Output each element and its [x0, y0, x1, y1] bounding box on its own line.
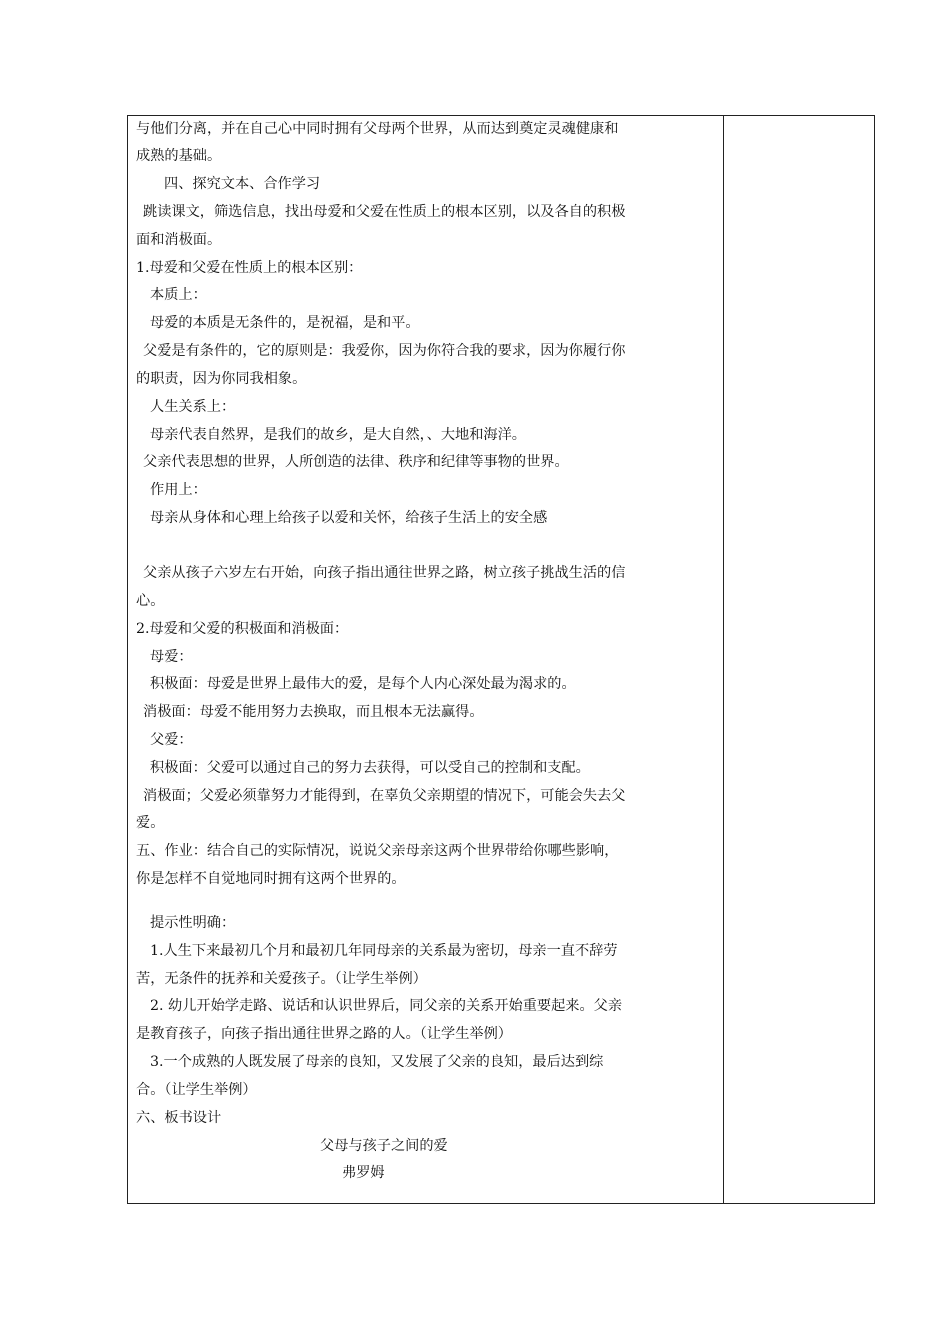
text-line: 提示性明确：: [150, 915, 236, 931]
text-line: 人生关系上：: [150, 399, 236, 415]
text-line: 母亲从身体和心理上给孩子以爱和关怀，给孩子生活上的安全感: [150, 510, 548, 526]
text-line: 2.母爱和父爱的积极面和消极面：: [136, 621, 349, 637]
text-line: 父亲从孩子六岁左右开始，向孩子指出通往世界之路，树立孩子挑战生活的信: [143, 565, 626, 581]
text-line: 母爱的本质是无条件的，是祝福，是和平。: [150, 315, 420, 331]
text-line: 五、作业：结合自己的实际情况，说说父亲母亲这两个世界带给你哪些影响，: [136, 843, 619, 859]
text-line: 父爱是有条件的，它的原则是：我爱你，因为你符合我的要求，因为你履行你: [143, 343, 626, 359]
text-line: 苦，无条件的抚养和关爱孩子。（让学生举例）: [136, 971, 427, 987]
text-line: 母亲代表自然界，是我们的故乡，是大自然，、大地和海洋。: [150, 427, 526, 443]
text-line: 跳读课文，筛选信息，找出母爱和父爱在性质上的根本区别，以及各自的积极: [143, 204, 626, 220]
text-line: 是教育孩子，向孩子指出通往世界之路的人。（让学生举例）: [136, 1026, 512, 1042]
text-line: 的职责，因为你同我相象。: [136, 371, 307, 387]
text-line: 作用上：: [150, 482, 207, 498]
text-line: 1.母爱和父爱在性质上的根本区别：: [136, 260, 363, 276]
text-line: 心。: [136, 593, 165, 609]
text-line: 爱。: [136, 815, 165, 831]
column-divider: [723, 116, 724, 1203]
text-line: 父亲代表思想的世界，人所创造的法律、秩序和纪律等事物的世界。: [143, 454, 569, 470]
text-line: 你是怎样不自觉地同时拥有这两个世界的。: [136, 871, 406, 887]
text-line: 与他们分离，并在自己心中同时拥有父母两个世界，从而达到奠定灵魂健康和: [136, 121, 619, 137]
text-line: 积极面：母爱是世界上最伟大的爱，是每个人内心深处最为渴求的。: [150, 676, 576, 692]
text-line: 1.人生下来最初几个月和最初几年同母亲的关系最为密切，母亲一直不辞劳: [150, 943, 618, 959]
text-line: 消极面：母爱不能用努力去换取，而且根本无法赢得。: [143, 704, 484, 720]
text-line: 消极面；父爱必须靠努力才能得到，在辜负父亲期望的情况下，可能会失去父: [143, 788, 626, 804]
text-line: 2. 幼儿开始学走路、说话和认识世界后，同父亲的关系开始重要起来。父亲: [150, 998, 623, 1014]
text-line: 本质上：: [150, 287, 207, 303]
text-line: 成熟的基础。: [136, 148, 222, 164]
lesson-plan-table: [127, 115, 875, 1204]
text-line: 母爱：: [150, 649, 193, 665]
text-line: 积极面：父爱可以通过自己的努力去获得，可以受自己的控制和支配。: [150, 760, 590, 776]
text-line: 父母与孩子之间的爱: [320, 1138, 448, 1154]
text-line: 四、探究文本、合作学习: [164, 176, 321, 192]
text-line: 合。（让学生举例）: [136, 1082, 257, 1098]
text-line: 六、板书设计: [136, 1110, 222, 1126]
notes-cell: [725, 116, 875, 1203]
text-line: 3.一个成熟的人既发展了母亲的良知，又发展了父亲的良知，最后达到综: [150, 1054, 604, 1070]
text-line: 面和消极面。: [136, 232, 222, 248]
text-line: 弗罗姆: [342, 1165, 385, 1181]
text-line: 父爱：: [150, 732, 193, 748]
